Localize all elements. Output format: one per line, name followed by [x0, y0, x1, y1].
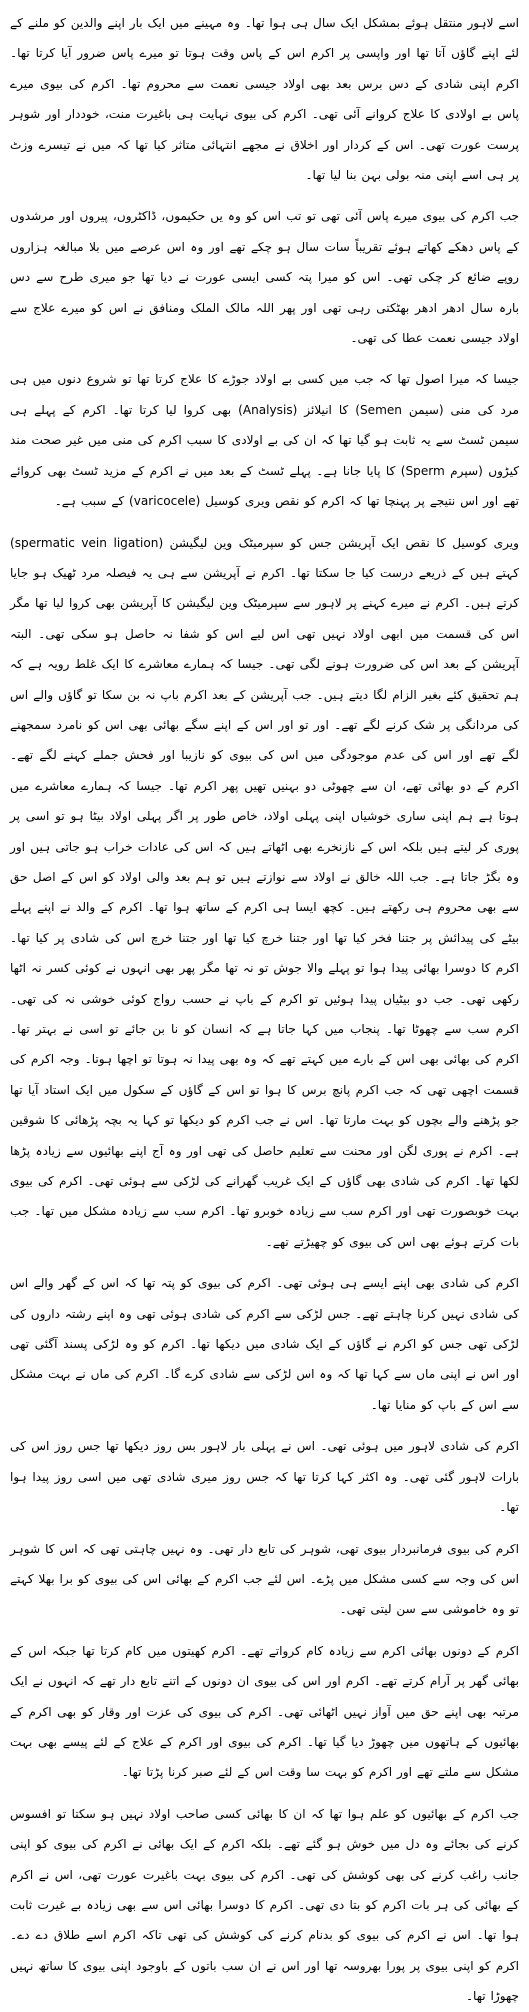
paragraph: اکرم کی بیوی فرمانبردار بیوی تھی، شوہر کی تابع دار تھی۔ وہ نہیں چاہتی تھی کہ اس کا شوہر اس کی وجہ سے کسی مشکل میں پڑے۔ اس لئے جب اکرم کے بھائی اس کی بیوی کو برا بھلا کہتے تو وہ خاموشی سے سن لیتی تھی۔: [10, 1541, 519, 1617]
paragraph: جب اکرم کی بیوی میرے پاس آئی تھی تو تب اس کو وہ یں حکیموں، ڈاکٹروں، پیروں اور مرشدوں کے پاس دھکے کھاتے ہوئے تقریباً سات سال ہو چکے تھے اور وہ اس عرصے میں بلا مبالغہ ہزاروں روپے ضائع کر چکی تھی۔ اس کو میرا پتہ کسی ایسی عورت نے دیا تھا جو میری طرح سے دس بارہ سال ادھر ادھر بھٹکتی رہی تھی اور پھر اللہ مالک الملک ومنافق نے اس کو میرے علاج سے اولاد جیسی نعمت عطا کی تھی۔: [10, 209, 519, 346]
paragraph: جیسا کہ میرا اصول تھا کہ جب میں کسی بے اولاد جوڑے کا علاج کرتا تھا تو شروع دنوں میں ہی مرد کی منی (سیمن Semen) کا انیلائز (Analysis) بھی کروا لیا کرتا تھا۔ اکرم کے پہلے ہی سیمن ٹسٹ سے یہ ثابت ہو گیا تھا کہ ان کی بے اولادی کا سبب اکرم کی منی میں غیر صحت مند کیڑوں (سپرم Sperm) کا پایا جانا ہے۔ پہلے ٹسٹ کے بعد میں نے اکرم کے مزید ٹسٹ بھی کروائے تھے اور اس نتیجے پر پہنچا تھا کہ اکرم کو نقص ویری کوسیل (varicocele) کے سبب ہے۔: [10, 372, 520, 509]
paragraph: اکرم کی شادی بھی اپنے ایسے ہی ہوئی تھی۔ اکرم کی بیوی کو پتہ تھا کہ اس کے گھر والے اس کی شادی نہیں کرنا چاہتے تھے۔ جس لڑکی سے اکرم کی شادی ہوئی تھی وہ اپنے رشتہ داروں کی لڑکی تھی جس کو اکرم نے گاؤں کے ایک شادی میں دیکھا تھا۔ اکرم کو وہ لڑکی پسند آگئی تھی اور اس نے اپنی ماں سے کہا تھا کہ وہ اس لڑکی سے شادی کرے گا۔ اکرم کی ماں نے بہت مشکل سے اس کے باپ کو منایا تھا۔: [10, 1276, 519, 1412]
paragraph: اسے لاہور منتقل ہوئے بمشکل ایک سال ہی ہوا تھا۔ وہ مہینے میں ایک بار اپنے والدین کو ملنے کے لئے اپنے گاؤں آتا تھا اور واپسی پر اکرم اس کے پاس وقت ہوتا تو میرے پاس ضرور آیا کرتا تھا۔ اکرم اپنی شادی کے دس برس بعد بھی اولاد جیسی نعمت سے محروم تھا۔ اکرم کی بیوی میرے پاس بے اولادی کا علاج کروانے آئی تھی۔ اکرم کی بیوی نہایت ہی باغیرت منت، خوددار اور شوہر پرست عورت تھی۔ اس کے کردار اور اخلاق نے مجھے انتہائی متاثر کیا تھا کہ میں نے تیسرے وزٹ پر ہی اسے اپنی منہ بولی بہن بنا لیا تھا۔: [10, 16, 519, 183]
paragraph: اکرم کے دونوں بھائی اکرم سے زیادہ کام کرواتے تھے۔ اکرم کھیتوں میں کام کرتا تھا جبکہ اس کے بھائی گھر پر آرام کرتے تھے۔ اکرم اور اس کی بیوی ان دونوں کے اتنے تابع دار تھے کہ انہوں نے ایک مرتبہ بھی اپنے حق میں آواز نہیں اٹھائی تھی۔ اکرم کی بیوی کی عزت اور وقار کو بھی اکرم کے بھائیوں کے ہاتھوں میں چھوڑ دیا گیا تھا۔ اکرم کی بیوی اور اکرم کے علاج کے لئے پیسے بھی بہت مشکل سے ملتے تھے اور اکرم کو بہت سا وقت اس کے لئے صبر کرنا پڑتا تھا۔: [10, 1643, 519, 1780]
paragraph: اکرم کی شادی لاہور میں ہوئی تھی۔ اس نے پہلی بار لاہور بس روز دیکھا تھا جس روز اس کی بارات لاہور گئی تھی۔ وہ اکثر کہا کرتا تھا کہ جس روز میری شادی تھی میں اسی روز پیدا ہوا تھا۔: [10, 1439, 519, 1515]
paragraph: ویری کوسیل کا نقص ایک آپریشن جس کو سپرمیٹک وین لیگیشن (spermatic vein ligation) کہتے ہیں کے ذریعے درست کیا جا سکتا تھا۔ اکرم نے آپریشن سے ہی یہ فیصلہ مرد ٹھیک ہو جایا کرتے ہیں۔ اکرم نے میرے کہنے پر لاہور سے سپرمیٹک وین لیگیشن کا آپریشن بھی کروا لیا تھا مگر اس کی قسمت میں ابھی اولاد نہیں تھی اس لیے اس کو شفا نہ حاصل ہو سکی تھی۔ البتہ آپریشن کے بعد اس کی ضرورت ہونے لگی تھی۔ جیسا کہ ہمارے معاشرے کا ایک غلط رویہ ہے کہ ہم تحقیق کئے بغیر الزام لگا دیتے ہیں۔ جب آپریشن کے بعد اکرم باپ نہ بن سکا تو گاؤں والے اس کی مردانگی پر شک کرنے لگے تھے۔ اور تو اور اس کے اپنے سگے بھائی بھی اس کو نامرد سمجھنے لگے تھے اور اس کی عدم موجودگی میں اس کی بیوی کو نازیبا اور فحش جملے کہنے لگے تھے۔ اکرم کے دو بھائی تھے، ان سے چھوٹی دو بہنیں تھیں پھر اکرم تھا۔ جیسا کہ ہمارے معاشرے میں ہوتا ہے ہم اپنی ساری خوشیاں اپنی پہلی اولاد، خاص طور پر اگر پہلی اولاد بیٹا ہو تو اسی پر پوری کر لیتے ہیں بلکہ اس کے نازنخرے بھی اٹھاتے ہیں کہ اس کی عادات خراب ہو جاتی ہیں اور وہ بگڑ جاتا ہے۔ جب اللہ خالق نے اولاد سے نوازتے ہیں تو ہم بعد والی اولاد کو اس کے اصل حق سے بھی محروم ہی رکھتے ہیں۔ کچھ ایسا ہی اکرم کے ساتھ ہوا تھا۔ اکرم کے والد نے اپنے پہلے بیٹے کی پیدائش پر جتنا فخر کیا تھا اور جتنا خرچ کیا تھا اور جتنا خرچ اس کی شادی پر کیا تھا۔ اکرم کا دوسرا بھائی پیدا ہوا تو پہلے والا جوش تو نہ تھا مگر پھر بھی انہوں نے کوئی کسر نہ اٹھا رکھی تھی۔ جب دو بیٹیاں پیدا ہوئیں تو اکرم کے باپ نے حسب رواج کوئی خوشی نہ کی تھی۔ اکرم سب سے چھوٹا تھا۔ پنجاب میں کہا جاتا ہے کہ انسان کو نا بن جائے تو اسی نے بہتر تھا۔ اکرم کی بھائی بھی اس کے بارے میں کہتے تھے کہ وہ بھی پیدا نہ ہوتا تو اچھا ہوتا۔ وجہ اکرم کی قسمت اچھی تھی کہ جب اکرم پانچ برس کا ہوا تو اس کے گاؤں کے سکول میں ایک استاد آیا تھا جو پڑھنے والے بچوں کو بہت مارتا تھا۔ اس نے جب اکرم کو دیکھا تو کہا یہ بچہ پڑھائی کا شوقین ہے۔ اکرم نے پوری لگن اور محنت سے تعلیم حاصل کی تھی اور وہ آج اپنے بھائیوں سے زیادہ پڑھا لکھا تھا۔ اکرم کی شادی بھی گاؤں کے ایک غریب گھرانے کی لڑکی سے ہوئی تھی۔ اکرم کی بیوی بہت خوبصورت تھی اور اکرم سب سے زیادہ خوبرو تھا۔ اکرم سب سے زیادہ مشکل میں تھا۔ جب بات کرتے ہوئے بھی اس کی بیوی کو چھیڑتے تھے۔: [10, 535, 520, 1249]
paragraph: جب اکرم کے بھائیوں کو علم ہوا تھا کہ ان کا بھائی کسی صاحب اولاد نہیں ہو سکتا تو افسوس کرنے کی بجائے وہ دل میں خوش ہو گئے تھے۔ بلکہ اکرم کے ایک بھائی نے اکرم کی بیوی کو اپنی جانب راغب کرنے کی بھی کوشش کی تھی۔ اکرم کی بیوی بہت باغیرت عورت تھی، اس نے اکرم کے بھائی کی ہر بات اکرم کو بتا دی تھی۔ اکرم کا دوسرا بھائی اس سے بھی زیادہ بے غیرت ثابت ہوا تھا۔ اس نے اکرم کی بیوی کو بدنام کرنے کی کوشش کی تھی تاکہ اکرم اسے طلاق دے دے۔ اکرم کو اپنی بیوی پر پورا بھروسہ تھا اور اس نے ان سب باتوں کے باوجود اپنی بیوی کا ساتھ نہیں چھوڑا تھا۔: [10, 1806, 519, 2004]
